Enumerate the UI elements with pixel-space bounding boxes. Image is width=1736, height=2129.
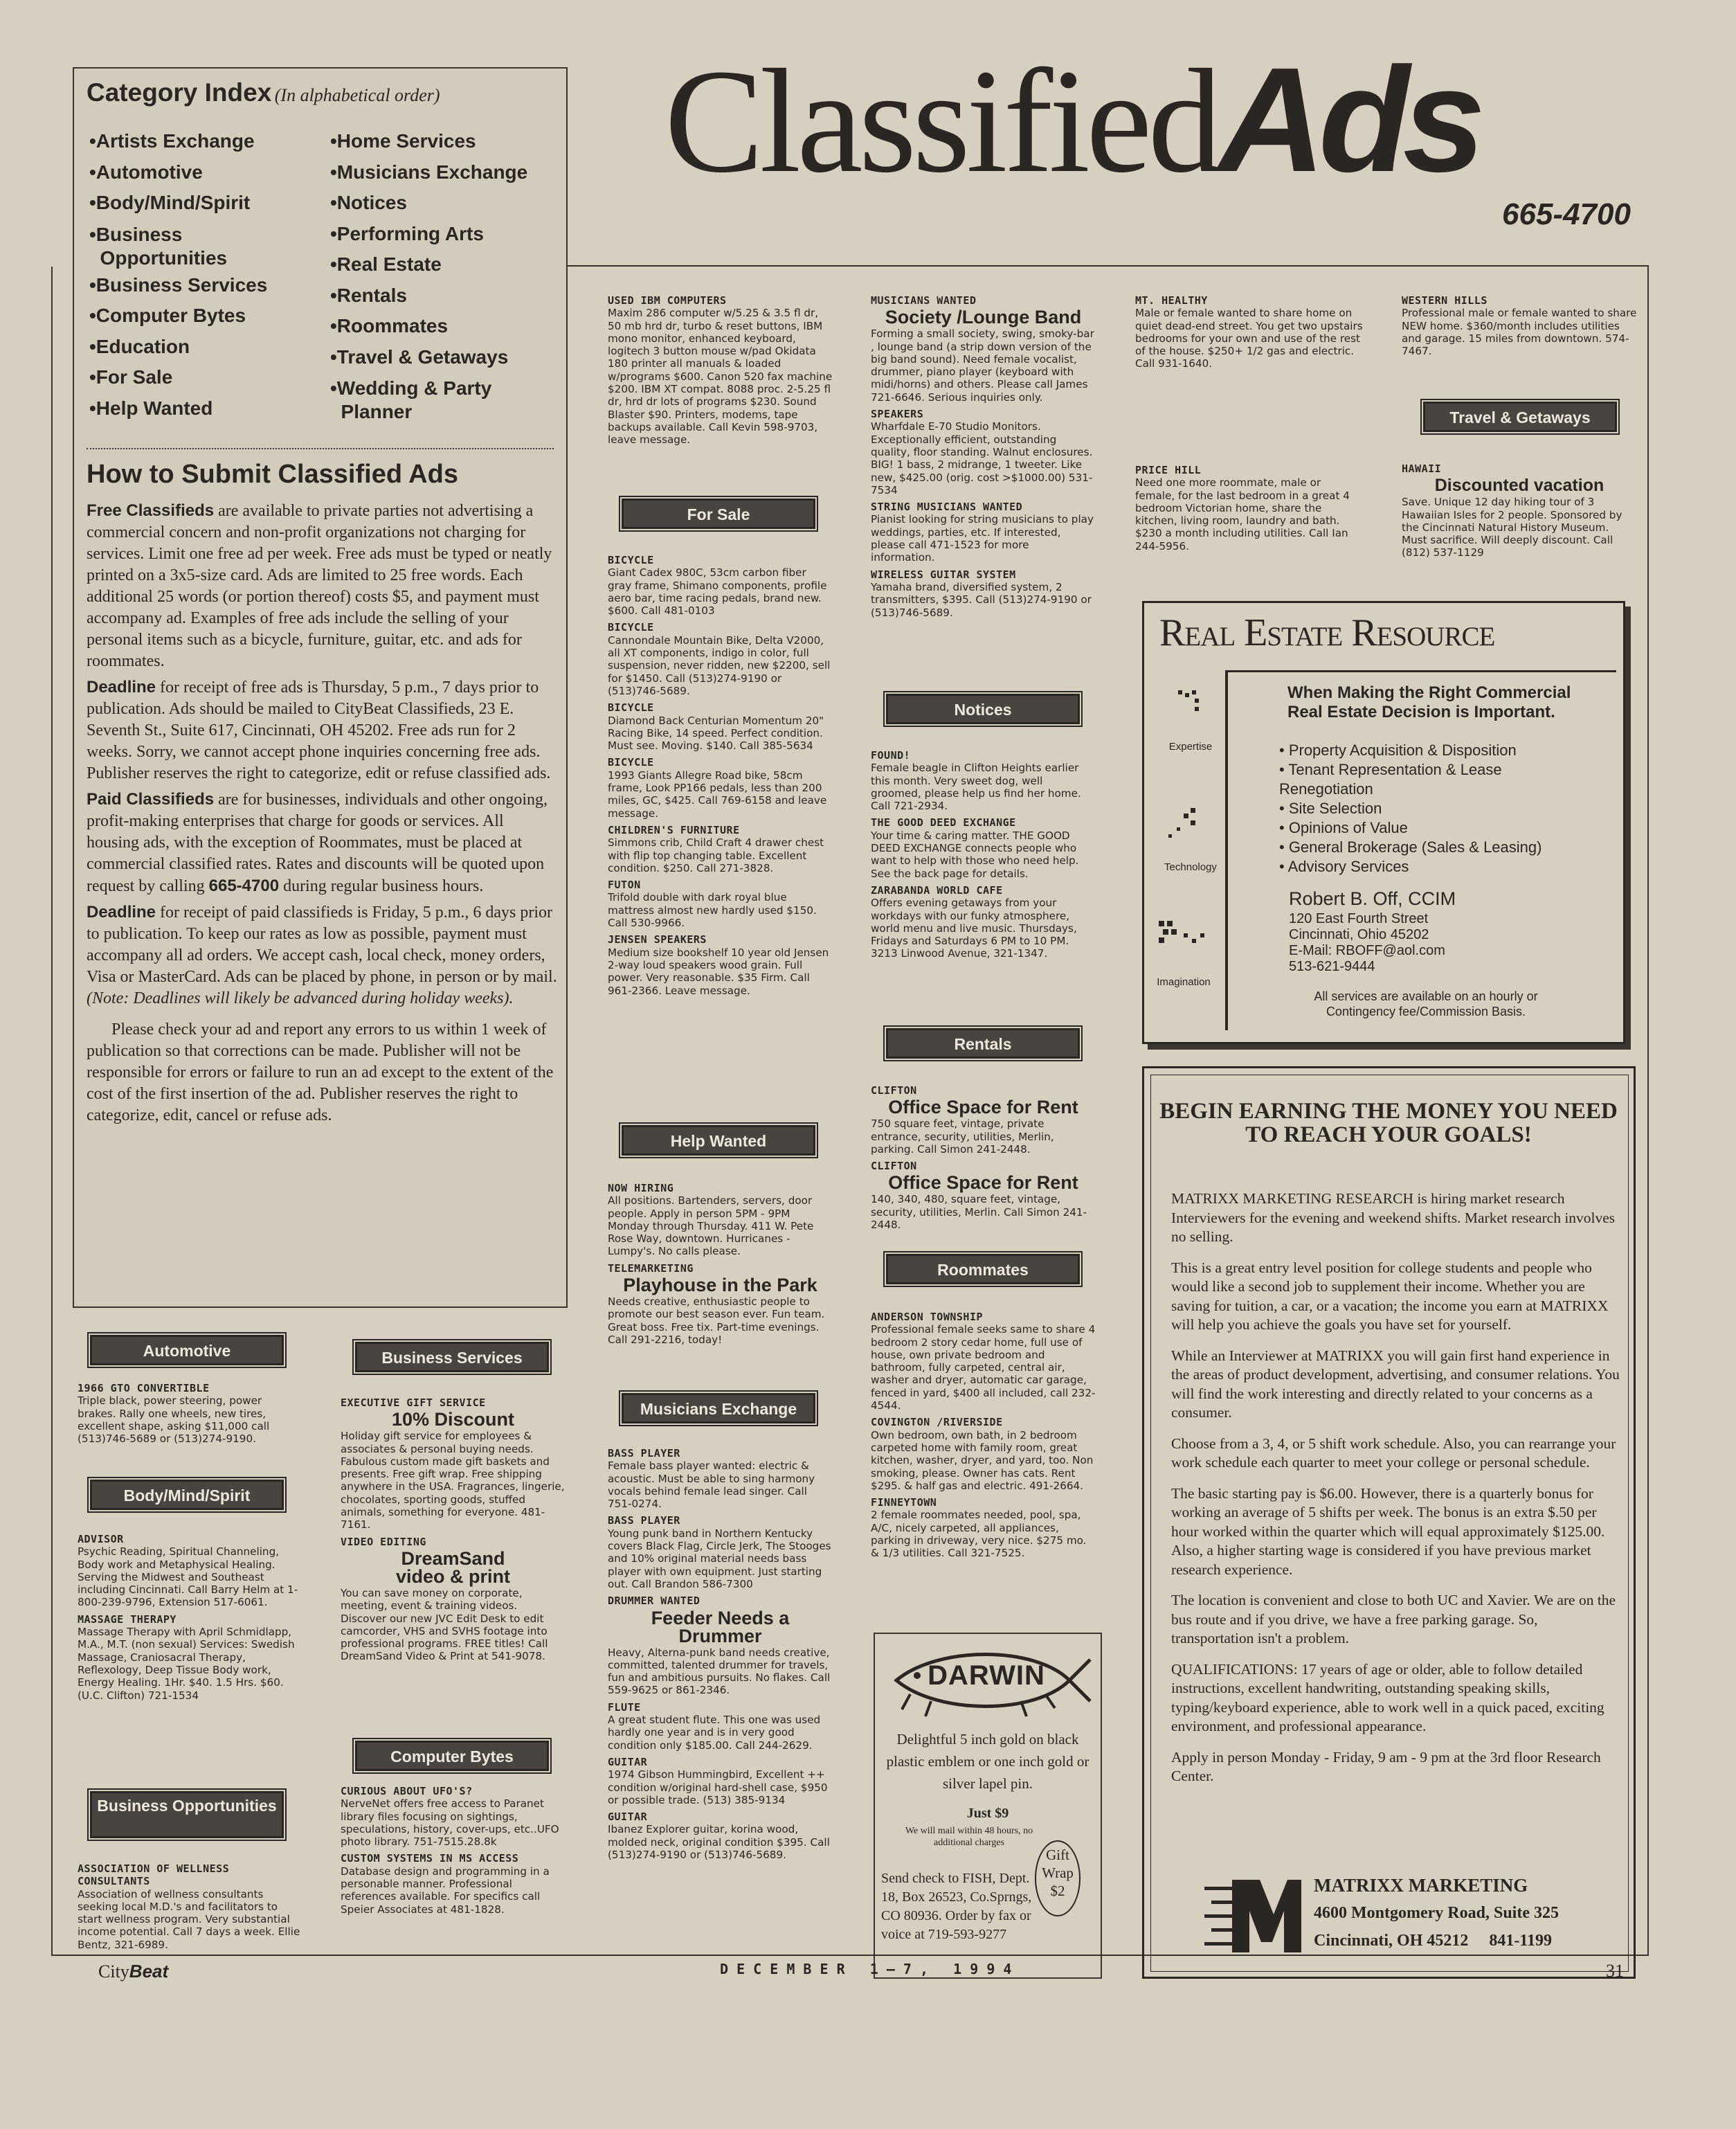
ad-heading: ANDERSON TOWNSHIP bbox=[871, 1311, 984, 1323]
real-estate-bullet: • Opinions of Value bbox=[1279, 819, 1408, 836]
gift-wrap-badge: Gift Wrap $2 bbox=[1035, 1840, 1081, 1916]
ad-text: Needs creative, enthusiastic people to promote our best season ever. Fun team. Great boss. Free tix. Part-time evenings. Call 291-2216, today! bbox=[608, 1295, 825, 1346]
ad-text: Giant Cadex 980C, 53cm carbon fiber gray frame, Shimano components, profile aero bar, time racing pedals, brand new. $600. Call 481-0103 bbox=[608, 566, 827, 618]
category-list-right bbox=[330, 126, 566, 424]
icon-label-imagination: Imagination bbox=[1157, 976, 1211, 988]
column-forsale bbox=[608, 554, 833, 1001]
ad-heading: HAWAII bbox=[1402, 462, 1442, 475]
ad-heading: STRING MUSICIANS WANTED bbox=[871, 501, 1023, 514]
category-index-subtitle: (In alphabetical order) bbox=[274, 85, 440, 105]
ad-good-deed bbox=[871, 816, 1096, 879]
ad-hawaii bbox=[1402, 462, 1637, 559]
icon-label-technology: Technology bbox=[1164, 861, 1217, 873]
ad-heading: CLIFTON bbox=[871, 1160, 917, 1173]
darwin-description: Delightful 5 inch gold on black plastic emblem or one inch gold or silver lapel pin. bbox=[886, 1731, 1089, 1792]
main-frame-top bbox=[568, 265, 1649, 267]
ad-bass-player bbox=[608, 1447, 833, 1510]
matrixx-paragraph: The location is convenient and close to both UC and Xavier. We are on the bus route and if you drive, we have a free parking garage. So, transportation isn't a problem. bbox=[1171, 1592, 1616, 1646]
paid-phone: 665-4700 bbox=[208, 877, 280, 895]
free-lead: Free Classifieds bbox=[87, 501, 215, 520]
ad-text: You can save money on corporate, meeting, event & training videos. Discover our new JVC Edit Desk to edit camcorder, VHS and SVHS footage into professional programs. FREE titles! Call DreamSand Video & Print at 541-9078. bbox=[341, 1586, 548, 1663]
matrixx-address: 4600 Montgomery Road, Suite 325 bbox=[1314, 1904, 1559, 1922]
ad-heading: GUITAR bbox=[608, 1755, 648, 1768]
ad-heading: ASSOCIATION OF WELLNESS CONSULTANTS bbox=[78, 1862, 230, 1888]
ad-heading: ZARABANDA WORLD CAFE bbox=[871, 883, 1003, 897]
ad-text: Professional female seeks same to share 4 bedroom 2 story cedar home, full use of house, own private bedroom and bathroom, fully carpeted, central air, washer and dryer, automatic car garage, fenced in yard, $400 all included, call 232-4544. bbox=[871, 1323, 1096, 1412]
matrixx-body bbox=[1171, 1189, 1621, 1798]
ad-headline: Feeder Needs a Drummer bbox=[651, 1607, 790, 1646]
matrixx-paragraph: Choose from a 3, 4, or 5 shift work schedule. Also, you can rearrange your work schedule each quarter to meet your college or personal schedule. bbox=[1171, 1435, 1616, 1471]
ad-telemarketing bbox=[608, 1262, 833, 1346]
ad-heading: PRICE HILL bbox=[1135, 464, 1202, 476]
ad-headline: Office Space for Rent bbox=[888, 1097, 1078, 1118]
ad-now-hiring bbox=[608, 1182, 833, 1258]
section-travel[interactable]: Travel & Getaways bbox=[1423, 402, 1617, 432]
paid-text: are for businesses, individuals and other ongoing, profit-making enterprises that charge for goods or services. All housing ads, with the exception of Roommates, must be placed at commercial classified rates. Rates and discounts will be quoted upon request by calling bbox=[87, 791, 548, 895]
darwin-order-info: Send check to FISH, Dept. 18, Box 26523, Co.Sprngs, CO 80936. Order by fax or voice at 719-593-9277 bbox=[881, 1871, 1032, 1942]
category-item[interactable]: •Help Wanted bbox=[89, 397, 213, 419]
column-notices bbox=[871, 749, 1096, 964]
ad-text: Young punk band in Northern Kentucky covers Black Flag, Circle Jerk, The Stooges and 10% original material needs bass player with own equipment. Just starting out. Call Brandon 586-7300 bbox=[608, 1527, 831, 1590]
ad-drummer bbox=[608, 1594, 833, 1696]
column-rentals bbox=[871, 1084, 1096, 1235]
real-estate-bullet: • Advisory Services bbox=[1279, 858, 1409, 875]
ad-guitar bbox=[608, 1811, 833, 1861]
real-estate-bullet: • General Brokerage (Sales & Leasing) bbox=[1279, 838, 1542, 856]
main-frame-right bbox=[1647, 265, 1649, 1956]
ad-bicycle bbox=[608, 554, 833, 617]
category-index-box bbox=[73, 67, 568, 1308]
category-item[interactable]: •Notices bbox=[330, 192, 407, 213]
ad-heading: SPEAKERS bbox=[871, 408, 924, 421]
category-item[interactable]: •Musicians Exchange bbox=[330, 161, 528, 183]
ad-text: Professional male or female wanted to share NEW home. $360/month includes utilities and garage. 15 miles from downtown. 574-7467. bbox=[1402, 307, 1637, 358]
ad-finneytown bbox=[871, 1496, 1096, 1559]
ad-text: Pianist looking for string musicians to play weddings, parties, etc. If interested, please call 471-1523 for more information. bbox=[871, 513, 1094, 564]
ad-heading: MASSAGE THERAPY bbox=[78, 1613, 177, 1626]
ad-text: Ibanez Explorer guitar, korina wood, molded neck, original condition $395. Call (513)274-9190 or (513)746-5689. bbox=[608, 1823, 830, 1862]
ad-text: A great student flute. This one was used hardly one year and is in very good condition only $185.00. Call 244-2629. bbox=[608, 1714, 821, 1752]
ad-wellness bbox=[78, 1862, 302, 1951]
category-item[interactable]: Planner bbox=[330, 401, 413, 422]
matrixx-paragraph: Apply in person Monday - Friday, 9 am - 9 pm at the 3rd floor Research Center. bbox=[1171, 1748, 1601, 1784]
ad-heading: BICYCLE bbox=[608, 701, 654, 715]
broker-phone: 513-621-9444 bbox=[1289, 959, 1375, 974]
ad-heading: USED IBM COMPUTERS bbox=[608, 294, 727, 307]
ad-heading: VIDEO EDITING bbox=[341, 1535, 426, 1548]
darwin-mail-note: We will mail within 48 hours, no additional charges bbox=[905, 1826, 1033, 1848]
section-rentals[interactable]: Rentals bbox=[886, 1028, 1080, 1059]
ad-heading: WESTERN HILLS bbox=[1402, 294, 1488, 307]
footer-date: D E C E M B E R 1 — 7 , 1 9 9 4 bbox=[720, 1961, 1012, 1977]
column-pricehill bbox=[1135, 464, 1364, 557]
category-index-title: Category Index bbox=[87, 78, 272, 107]
matrixx-address-block bbox=[1314, 1871, 1559, 1955]
category-item[interactable]: •Business bbox=[89, 223, 183, 245]
matrixx-city: Cincinnati, OH 45212 bbox=[1314, 1932, 1469, 1950]
ad-heading: COVINGTON /RIVERSIDE bbox=[871, 1416, 1003, 1429]
paid-classifieds-paragraph bbox=[87, 789, 557, 897]
column-automotive bbox=[78, 1382, 302, 1449]
deadline-paid-paragraph bbox=[87, 901, 557, 1009]
masthead-light: Classified bbox=[664, 38, 1218, 204]
category-item[interactable]: •Travel & Getaways bbox=[330, 345, 509, 368]
masthead-title bbox=[664, 36, 1479, 204]
category-item[interactable]: •Business Services bbox=[89, 273, 268, 296]
ad-bass-player bbox=[608, 1514, 833, 1590]
ad-text: Heavy, Alterna-punk band needs creative, committed, talented drummer for travels, fun and ambitious pursuits. No flakes. Call 559-9625 or 861-2346. bbox=[608, 1646, 831, 1697]
ad-futon bbox=[608, 879, 833, 929]
ad-text: Simmons crib, Child Craft 4 drawer chest with flip top changing table. Excellent condition. $250. Call 271-3828. bbox=[608, 836, 824, 874]
column-musicians bbox=[608, 1447, 833, 1865]
category-item[interactable]: •Real Estate bbox=[330, 253, 442, 275]
broker-city: Cincinnati, Ohio 45202 bbox=[1289, 927, 1429, 942]
paid-tail: during regular business hours. bbox=[279, 877, 484, 895]
dotted-divider bbox=[87, 448, 554, 449]
ad-heading: FLUTE bbox=[608, 1700, 641, 1714]
ad-bicycle bbox=[608, 756, 833, 819]
matrixx-headline: BEGIN EARNING THE MONEY YOU NEED TO REACH YOUR GOALS! bbox=[1159, 1099, 1618, 1147]
ad-text: Female bass player wanted: electric & acoustic. Must be able to sing harmony vocals behind female lead singer. Call 751-0274. bbox=[608, 1459, 815, 1511]
ad-bicycle bbox=[608, 621, 833, 697]
page-number: 31 bbox=[1606, 1961, 1624, 1981]
ad-heading: FOUND! bbox=[871, 749, 911, 762]
category-item[interactable]: •Automotive bbox=[89, 161, 203, 183]
ad-text: Medium size bookshelf 10 year old Jensen 2-way loud speakers wood grain. Full power. Very reasonable. $35 Firm. Call 961-2366. Leave message. bbox=[608, 946, 829, 997]
ad-ibm bbox=[608, 294, 833, 447]
ad-headline: Discounted vacation bbox=[1434, 476, 1604, 496]
section-notices[interactable]: Notices bbox=[886, 694, 1080, 724]
imagination-icon bbox=[1156, 919, 1211, 951]
ad-gto bbox=[78, 1382, 302, 1445]
icon-label-expertise: Expertise bbox=[1168, 741, 1213, 753]
ad-massage bbox=[78, 1613, 302, 1702]
column-musicians-cont bbox=[871, 294, 1096, 623]
ad-heading: MT. HEALTHY bbox=[1135, 294, 1208, 307]
section-roommates[interactable]: Roommates bbox=[886, 1254, 1080, 1284]
category-item[interactable]: •Wedding & Party bbox=[330, 377, 492, 399]
footer-brand bbox=[98, 1961, 168, 1982]
category-item[interactable]: •Computer Bytes bbox=[89, 305, 246, 326]
ad-ms-access bbox=[341, 1852, 566, 1915]
real-estate-title: Real Estate Resource bbox=[1159, 611, 1495, 654]
ad-wireless-guitar bbox=[871, 568, 1096, 619]
ad-headline: DreamSand video & print bbox=[395, 1547, 510, 1587]
ad-heading: DRUMMER WANTED bbox=[608, 1594, 700, 1608]
broker-email[interactable]: E-Mail: RBOFF@aol.com bbox=[1289, 943, 1445, 958]
ad-bicycle bbox=[608, 701, 833, 752]
ad-text: NerveNet offers free access to Paranet library files focusing on sightings, speculations, history, cover-ups, etc..UFO photo library. 751-7515.28.8k bbox=[341, 1797, 559, 1849]
section-body-mind-spirit[interactable]: Body/Mind/Spirit bbox=[90, 1480, 284, 1510]
ad-text: Diamond Back Centurian Momentum 20" Racing Bike, 14 speed. Perfect condition. Must see. Moving. $140. Call 385-5634 bbox=[608, 714, 824, 753]
ad-heading: CUSTOM SYSTEMS IN MS ACCESS bbox=[341, 1852, 519, 1865]
ad-heading: JENSEN SPEAKERS bbox=[608, 933, 707, 946]
ad-text: Holiday gift service for employees & associates & personal buying needs. Fabulous custom made gift baskets and presents. Free gift wrap. Free shipping anywhere in the USA. Fragrances, lingerie, chocolates, sporting goods, stuffed animals, something for everyone. 481-7161. bbox=[341, 1430, 565, 1531]
ad-heading: ADVISOR bbox=[78, 1533, 124, 1545]
ad-video-editing bbox=[341, 1536, 566, 1663]
ad-text: Database design and programming in a personable manner. Professional references available. For specifics call Speier Associates at 481-1828. bbox=[341, 1865, 550, 1916]
section-business-services[interactable]: Business Services bbox=[355, 1342, 549, 1372]
ad-heading: BASS PLAYER bbox=[608, 1447, 680, 1459]
matrixx-paragraph: While an Interviewer at MATRIXX you will gain first hand experience in the areas of product development, advertising, and consumer relations. You will find the work interesting and directly related to your concerns as a consumer. bbox=[1171, 1347, 1620, 1421]
matrixx-company: MATRIXX MARKETING bbox=[1314, 1875, 1528, 1896]
ad-flute bbox=[608, 1701, 833, 1752]
ad-heading: BICYCLE bbox=[608, 756, 654, 769]
ad-guitar bbox=[608, 1756, 833, 1806]
real-estate-bullet: • Property Acquisition & Disposition bbox=[1279, 742, 1517, 759]
ad-text: Save. Unique 12 day hiking tour of 3 Hawaiian Isles for 2 people. Sponsored by the Cincinnati Natural History Museum. Must sacrifice. Will deeply discount. Call (812) 537-1129 bbox=[1402, 496, 1622, 559]
ad-western-hills bbox=[1402, 294, 1637, 357]
ad-text: Association of wellness consultants seeking local M.D.'s and facilitators to start wellness program. Very substantial income potential. Call 7 days a week. Ellie Bentz, 321-6989. bbox=[78, 1887, 300, 1951]
column-help bbox=[608, 1182, 833, 1350]
ad-heading: BICYCLE bbox=[608, 554, 654, 566]
broker-name: Robert B. Off, CCIM bbox=[1289, 888, 1456, 909]
real-estate-note: All services are available on an hourly or Contingency fee/Commission Basis. bbox=[1314, 989, 1538, 1018]
category-item[interactable]: •Artists Exchange bbox=[89, 130, 255, 152]
ad-zarabanda bbox=[871, 884, 1096, 960]
masthead-bold: Ads bbox=[1218, 36, 1479, 203]
category-item[interactable]: •For Sale bbox=[89, 366, 173, 388]
column-body bbox=[78, 1533, 302, 1706]
ad-headline: 10% Discount bbox=[391, 1409, 515, 1430]
ad-heading: BASS PLAYER bbox=[608, 1514, 680, 1527]
main-frame-left bbox=[51, 267, 53, 1956]
darwin-price: Just $9 bbox=[966, 1806, 1009, 1821]
ad-text: Need one more roommate, male or female, for the last bedroom in a great 4 bedroom Victorian home, share the kitchen, living room, laundry and bath. $230 a month including utilities. Call Ian 244-5956. bbox=[1135, 476, 1350, 553]
ad-heading: CLIFTON bbox=[871, 1084, 917, 1097]
real-estate-bullet: • Site Selection bbox=[1279, 800, 1382, 817]
ad-clifton-office bbox=[871, 1160, 1096, 1231]
section-help-wanted[interactable]: Help Wanted bbox=[622, 1125, 815, 1156]
matrixx-paragraph: The basic starting pay is $6.00. However, there is a quarterly bonus for working an average of 5 shifts per week. The bonus is an extra $.50 per hour worked within the quarter which will equal approximately $125.00. Also, a higher starting wage is considered if you have previous market research experience. bbox=[1171, 1484, 1605, 1578]
ad-speakers bbox=[871, 408, 1096, 496]
category-item[interactable]: •Body/Mind/Spirit bbox=[89, 192, 251, 213]
section-for-sale[interactable]: For Sale bbox=[622, 498, 815, 529]
technology-icon bbox=[1163, 807, 1204, 841]
deadline-free-paragraph bbox=[87, 676, 557, 784]
real-estate-bullet: • Tenant Representation & Lease Renegotiation bbox=[1279, 761, 1502, 798]
ad-text: Offers evening getaways from your workdays with our funky atmosphere, world menu and live music. Thursdays, Fridays and Saturdays 6 PM to 10 PM. 3213 Linwood Avenue, 321-1347. bbox=[871, 897, 1077, 960]
ad-heading: EXECUTIVE GIFT SERVICE bbox=[341, 1396, 486, 1409]
darwin-logo-text: DARWIN bbox=[928, 1660, 1045, 1691]
ad-clifton-office bbox=[871, 1084, 1096, 1156]
ad-text: Triple black, power steering, power brakes. Rally one wheels, new tires, excellent shape, asking $11,000 call (513)746-5689 or (513)274-9190. bbox=[78, 1394, 270, 1446]
category-item[interactable]: Opportunities bbox=[89, 246, 228, 269]
ad-covington bbox=[871, 1416, 1096, 1492]
check-ad-paragraph: Please check your ad and report any errors to us within 1 week of publication so that corrections can be made. Publisher will not be responsible for errors or failure to run an ad except to the extent of the cost of the first insertion of the ad. Publisher reserves the right to categorize, edit, cancel or refuse ads. bbox=[87, 1021, 554, 1124]
ad-text: 2 female roommates needed, pool, spa, A/C, nicely carpeted, all appliances, parking in driveway, very nice. $275 mo. & 1/3 utilities. Call 321-7525. bbox=[871, 1509, 1087, 1560]
ad-text: All positions. Bartenders, servers, door people. Apply in person 5PM - 9PM Monday through Thursday. 411 W. Pete Rose Way, downtown. Hurricanes - Lumpy's. No calls please. bbox=[608, 1194, 814, 1258]
deadline-lead: Deadline bbox=[87, 678, 156, 697]
ad-text: Female beagle in Clifton Heights earlier this month. Very sweet dog, well groomed, please help us find her home. Call 721-2934. bbox=[871, 762, 1081, 813]
ad-price-hill bbox=[1135, 464, 1364, 553]
column-roommates bbox=[871, 1311, 1096, 1564]
ad-string-musicians bbox=[871, 501, 1096, 564]
ad-advisor bbox=[78, 1533, 302, 1609]
ad-heading: GUITAR bbox=[608, 1811, 648, 1824]
ad-heading: TELEMARKETING bbox=[608, 1261, 694, 1275]
section-business-opportunities[interactable]: Business Opportunities bbox=[90, 1791, 284, 1838]
column-travel bbox=[1402, 462, 1637, 564]
footer-brand-bold: Beat bbox=[129, 1961, 169, 1982]
ad-text: Wharfdale E-70 Studio Monitors. Exceptionally efficient, outstanding quality, floor standing. Walnut enclosures. BIG! 1 bass, 2 midrange, 1 tweeter. Like new, $425.00 (orig. cost >$1000.00) 531-7534 bbox=[871, 420, 1093, 496]
ad-text: Own bedroom, own bath, in 2 bedroom carpeted home with family room, great kitchen, washer, dryer, and yard, too. Non smoking, please. Owner has cats. Rent $295. & half gas and electric. 491-2664. bbox=[871, 1428, 1094, 1492]
ad-text: Yamaha brand, diversified system, 2 transmitters, $395. Call (513)274-9190 or (513)746-5689. bbox=[871, 580, 1092, 619]
ad-headline: Society /Lounge Band bbox=[885, 307, 1082, 328]
ad-heading: THE GOOD DEED EXCHANGE bbox=[871, 816, 1016, 829]
column-bizserv bbox=[341, 1396, 566, 1667]
category-item[interactable]: •Home Services bbox=[330, 130, 476, 152]
real-estate-bullets bbox=[1279, 741, 1591, 877]
section-computer-bytes[interactable]: Computer Bytes bbox=[355, 1741, 549, 1771]
matrixx-paragraph: MATRIXX MARKETING RESEARCH is hiring market research Interviewers for the evening and weekend shifts. Market research involves no selling. bbox=[1171, 1190, 1616, 1245]
category-index-heading bbox=[87, 78, 440, 107]
real-estate-divider-v bbox=[1225, 670, 1228, 1030]
free-text: are available to private parties not advertising a commercial concern and non-profit organizations not charging for services. Limit one free ad per week. Free ads must be typed or neatly printed on a 3x5-size card. Ads are limited to 25 free words. Each additional 25 words (or portion thereof) costs $5, and payment must accompany ad. Examples of free ads include the selling of your personal items such as a bicycle, furniture, guitar, etc. and ads for roommates. bbox=[87, 502, 552, 670]
ad-text: Psychic Reading, Spiritual Channeling, Body work and Metaphysical Healing. Serving the Midwest and Southeast including Cincinnati. Call Barry Helm at 1-800-239-9796, Extension 517-6061. bbox=[78, 1545, 298, 1609]
ad-anderson bbox=[871, 1311, 1096, 1412]
paid-lead: Paid Classifieds bbox=[87, 790, 215, 809]
ad-text: 1974 Gibson Hummingbird, Excellent ++ condition w/original hard-shell case, $950 or possible trade. (513) 385-9134 bbox=[608, 1768, 828, 1806]
deadline-text: for receipt of paid classifieds is Friday, 5 p.m., 6 days prior to publication. To keep our rates as low as possible, payment must accompany all ad orders. We accept cash, local check, money orders, Visa or MasterCard. Ads can be placed by phone, in person or by mail. bbox=[87, 904, 557, 986]
column-bizopp bbox=[78, 1862, 302, 1955]
deadline-lead: Deadline bbox=[87, 903, 156, 922]
ad-headline: Playhouse in the Park bbox=[623, 1275, 817, 1296]
ad-text: 750 square feet, vintage, private entrance, security, utilities, Merlin, parking. Call Simon 241-2448. bbox=[871, 1117, 1054, 1156]
ad-text: Cannondale Mountain Bike, Delta V2000, all XT components, indigo in color, full suspension, never ridden, new $2200, sell for $1450. Call (513)274-9190 or (513)746-5689. bbox=[608, 634, 831, 697]
free-classifieds-paragraph bbox=[87, 500, 557, 672]
category-list-left bbox=[89, 126, 325, 424]
ad-heading: CURIOUS ABOUT UFO'S? bbox=[341, 1785, 473, 1797]
matrixx-paragraph: This is a great entry level position for college students and people who would like a second job to supplement their income. Whether you are saving for tuition, a car, or a vacation; the income you earn at MATRIXX will help you achieve the goals you have set for yourself. bbox=[1171, 1259, 1609, 1333]
column-forsale-top bbox=[608, 294, 833, 451]
deadline-text: for receipt of free ads is Thursday, 5 p.m., 7 days prior to publication. Ads should be mailed to CityBeat Classifieds, 23 E. Seventh St., Suite 617, Cincinnati, OH 45202. Free ads run for 2 weeks. Sorry, we cannot accept phone inquiries concerning free ads. Publisher reserves the right to categorize, edit or refuse classified ads. bbox=[87, 679, 551, 782]
ad-text: Trifold double with dark royal blue mattress almost new hardly used $150. Call 530-9966. bbox=[608, 891, 817, 930]
ad-text: Maxim 286 computer w/5.25 & 3.5 fl dr, 50 mb hrd dr, turbo & reset buttons, IBM mono monitor, enhanced keyboard, logitech 3 button mouse w/pad Okidata 180 printer all manuals & loaded w/programs $600. Canon 520 fax machine $200. IBM XT compat. 8088 proc. 2-5.25 fl dr, hrd dr lots of programs $230. Sound Blaster $90. Printers, modems, tape backups available. Call Kevin 598-9703, leave message. bbox=[608, 307, 833, 447]
matrixx-phone: 841-1199 bbox=[1489, 1932, 1553, 1950]
deadline-note: (Note: Deadlines will likely be advanced during holiday weeks). bbox=[87, 989, 514, 1007]
ad-heading: WIRELESS GUITAR SYSTEM bbox=[871, 568, 1016, 581]
footer-brand-light: City bbox=[98, 1961, 129, 1982]
how-to-title: How to Submit Classified Ads bbox=[87, 460, 458, 489]
ad-text: 140, 340, 480, square feet, vintage, security, utilities, Merlin. Call Simon 241-2448. bbox=[871, 1193, 1087, 1232]
ad-heading: FINNEYTOWN bbox=[871, 1496, 937, 1509]
ad-ufo bbox=[341, 1785, 566, 1848]
ad-text: Massage Therapy with April Schmidlapp, M.A., M.T. (non sexual) Services: Swedish Massage, Craniosacral Therapy, Reflexology, Deep Tissue Body work, Energy Healing. 1Hr. $40. 1.5 Hrs. $60. (U.C. Clifton) 721-1534 bbox=[78, 1626, 295, 1702]
ad-musicians-wanted bbox=[871, 294, 1096, 404]
ad-text: Male or female wanted to share home on quiet dead-end street. You get two upstairs bedrooms for your own and use of the rest of the house. $250+ 1/2 gas and electric. Call 931-1640. bbox=[1135, 307, 1363, 370]
ad-headline: Office Space for Rent bbox=[888, 1172, 1078, 1194]
expertise-icon bbox=[1177, 689, 1204, 717]
category-item[interactable]: •Education bbox=[89, 335, 190, 357]
section-musicians-exchange[interactable]: Musicians Exchange bbox=[622, 1393, 815, 1423]
how-to-body bbox=[87, 500, 557, 1131]
ad-heading: NOW HIRING bbox=[608, 1182, 674, 1194]
ad-text: 1993 Giants Allegre Road bike, 58cm frame, Look PP166 pedals, less than 200 miles, GC, $425. Call 769-6158 and leave message. bbox=[608, 769, 827, 820]
matrixx-logo-icon bbox=[1204, 1873, 1305, 1959]
ad-heading: CHILDREN'S FURNITURE bbox=[608, 823, 740, 836]
real-estate-headline: When Making the Right Commercial Real Estate Decision is Important. bbox=[1287, 683, 1571, 721]
masthead-phone: 665-4700 bbox=[1502, 197, 1631, 231]
ad-childrens-furniture bbox=[608, 824, 833, 874]
ad-heading: BICYCLE bbox=[608, 621, 654, 634]
column-bytes bbox=[341, 1785, 566, 1920]
ad-heading: FUTON bbox=[608, 879, 641, 892]
category-item[interactable]: •Performing Arts bbox=[330, 222, 484, 244]
broker-address: 120 East Fourth Street bbox=[1289, 911, 1429, 926]
category-item[interactable]: •Rentals bbox=[330, 284, 407, 306]
section-automotive[interactable]: Automotive bbox=[90, 1335, 284, 1365]
column-roommates-cont bbox=[1135, 294, 1364, 375]
ad-text: Your time & caring matter. THE GOOD DEED EXCHANGE connects people who want to help with those who need help. See the back page for details. bbox=[871, 829, 1079, 880]
ad-text: Forming a small society, swing, smoky-bar , lounge band (a strip down version of the big band sound). Need female vocalist, drummer, piano player (keyboard with midi/horns) and others. Please call James 721-6646. Serious inquiries only. bbox=[871, 327, 1094, 404]
ad-heading: MUSICIANS WANTED bbox=[871, 294, 977, 307]
ad-mt-healthy bbox=[1135, 294, 1364, 370]
category-item[interactable]: •Roommates bbox=[330, 315, 449, 336]
ad-found bbox=[871, 749, 1096, 812]
matrixx-paragraph: QUALIFICATIONS: 17 years of age or older, able to follow detailed instructions, excellent handwriting, outstanding speaking skills, typing/keyboard experience, able to work well in a quick paced, exciting environment, and professional appearance. bbox=[1171, 1660, 1604, 1734]
ad-gift-service bbox=[341, 1396, 566, 1531]
ad-jensen bbox=[608, 933, 833, 996]
broker-contact bbox=[1289, 911, 1445, 975]
column-westernhills bbox=[1402, 294, 1637, 361]
real-estate-divider-h bbox=[1225, 670, 1616, 672]
ad-heading: 1966 GTO CONVERTIBLE bbox=[78, 1382, 210, 1394]
